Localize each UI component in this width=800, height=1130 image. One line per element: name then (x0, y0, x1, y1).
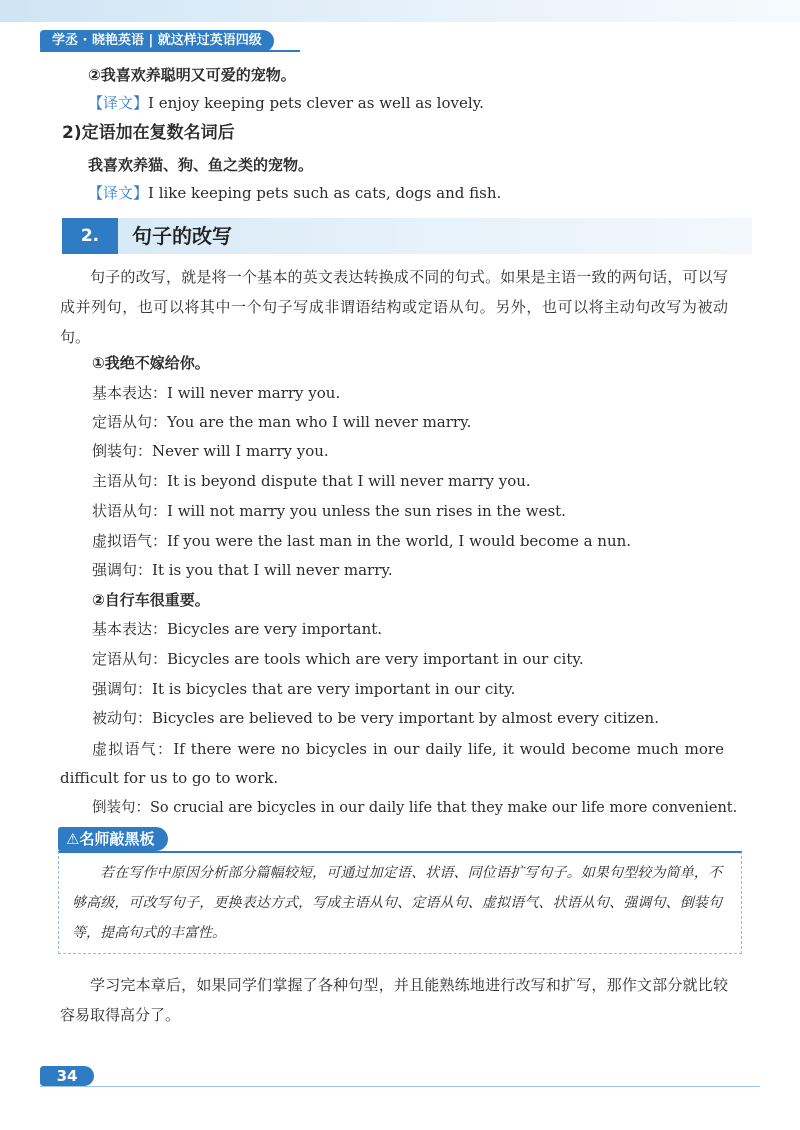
rewrite-text: It is you that I will never marry. (152, 561, 393, 579)
rewrite-label: 强调句： (92, 680, 153, 698)
rewrite-line (92, 707, 659, 729)
rewrite-text: So crucial are bicycles in our daily life that they make our life more convenient. (150, 800, 738, 816)
translation-text: I enjoy keeping pets clever as well as lovely. (148, 94, 484, 112)
section-title: 句子的改写 (132, 224, 232, 248)
page-number: 34 (40, 1066, 94, 1086)
rewrite-text: If you were the last man in the world, I would become a nun. (167, 532, 632, 550)
translation-text: I like keeping pets such as cats, dogs and fish. (148, 184, 502, 202)
rewrite-line (92, 618, 382, 640)
rewrite-label: 主语从句： (92, 472, 168, 490)
rewrite-text: Bicycles are tools which are very important in our city. (167, 650, 584, 668)
rewrite-line (92, 559, 393, 581)
rewrite-label: 定语从句： (92, 650, 168, 668)
rewrite-line (92, 411, 471, 433)
rewrite-text: Bicycles are very important. (167, 620, 383, 638)
rewrite-text: It is bicycles that are very important in our city. (152, 680, 516, 698)
rewrite-line (60, 735, 724, 793)
rewrite-text: Bicycles are believed to be very important by almost every citizen. (152, 709, 659, 727)
rewrite-label: 虚拟语气： (92, 740, 174, 758)
intro-paragraph: 句子的改写，就是将一个基本的英文表达转换成不同的句式。如果是主语一致的两句话，可以写成并列句，也可以将其中一个句子写成非谓语结构或定语从句。另外，也可以将主动句改写为被动句。 (60, 268, 728, 346)
translation-line (88, 182, 501, 204)
rewrite-line (92, 470, 531, 492)
running-header: 学丞 · 晓艳英语 | 就这样过英语四级 (40, 30, 274, 52)
header-bar (0, 0, 800, 22)
rewrite-line (92, 530, 631, 552)
rewrite-label: 基本表达： (92, 620, 168, 638)
rewrite-label: 倒装句： (92, 800, 150, 816)
rewrite-label: 基本表达： (92, 384, 168, 402)
rewrite-label: 强调句： (92, 561, 153, 579)
teacher-note-tag: ⚠名师敲黑板 (58, 827, 168, 851)
header-rule (40, 50, 300, 52)
rewrite-text: Never will I marry you. (152, 442, 329, 460)
translation-label: 【译文】 (88, 94, 149, 112)
rewrite-label: 定语从句： (92, 413, 168, 431)
closing-paragraph: 学习完本章后，如果同学们掌握了各种句型，并且能熟练地进行改写和扩写，那作文部分就比较容易取得高分了。 (60, 976, 728, 1024)
teacher-note-text: 若在写作中原因分析部分篇幅较短，可通过加定语、状语、同位语扩写句子。如果句型较为简单，不够高级，可改写句子，更换表达方式，写成主语从句、定语从句、虚拟语气、状语从句、强调句、倒装句等，提高句式的丰富性。 (72, 865, 722, 941)
rewrite-line (92, 678, 515, 700)
rewrite-label: 倒装句： (92, 442, 153, 460)
point-heading: 2)定语加在复数名词后 (62, 123, 235, 143)
translation-label: 【译文】 (88, 184, 149, 202)
rewrite-text: I will never marry you. (167, 384, 341, 402)
rewrite-line (92, 797, 737, 819)
rewrite-text: I will not marry you unless the sun rises in the west. (167, 502, 566, 520)
example-sentence-cn: 我喜欢养猫、狗、鱼之类的宠物。 (88, 156, 314, 174)
rewrite-label: 虚拟语气： (92, 532, 168, 550)
rewrite-text: If there were no bicycles in our daily life, it would become much more difficult for us to go to work. (60, 740, 724, 787)
example-sentence-cn: ②我喜欢养聪明又可爱的宠物。 (88, 66, 296, 84)
example-heading: ②自行车很重要。 (92, 591, 210, 609)
rewrite-text: It is beyond dispute that I will never marry you. (167, 472, 531, 490)
rewrite-label: 状语从句： (92, 502, 168, 520)
example-heading: ①我绝不嫁给你。 (92, 354, 210, 372)
section-number: 2. (62, 218, 118, 254)
rewrite-line (92, 500, 566, 522)
translation-line (88, 92, 484, 114)
rewrite-line (92, 440, 329, 462)
rewrite-label: 被动句： (92, 709, 153, 727)
rewrite-line (92, 648, 584, 670)
rewrite-text: You are the man who I will never marry. (167, 413, 472, 431)
footer-rule (40, 1086, 760, 1087)
rewrite-line (92, 382, 340, 404)
